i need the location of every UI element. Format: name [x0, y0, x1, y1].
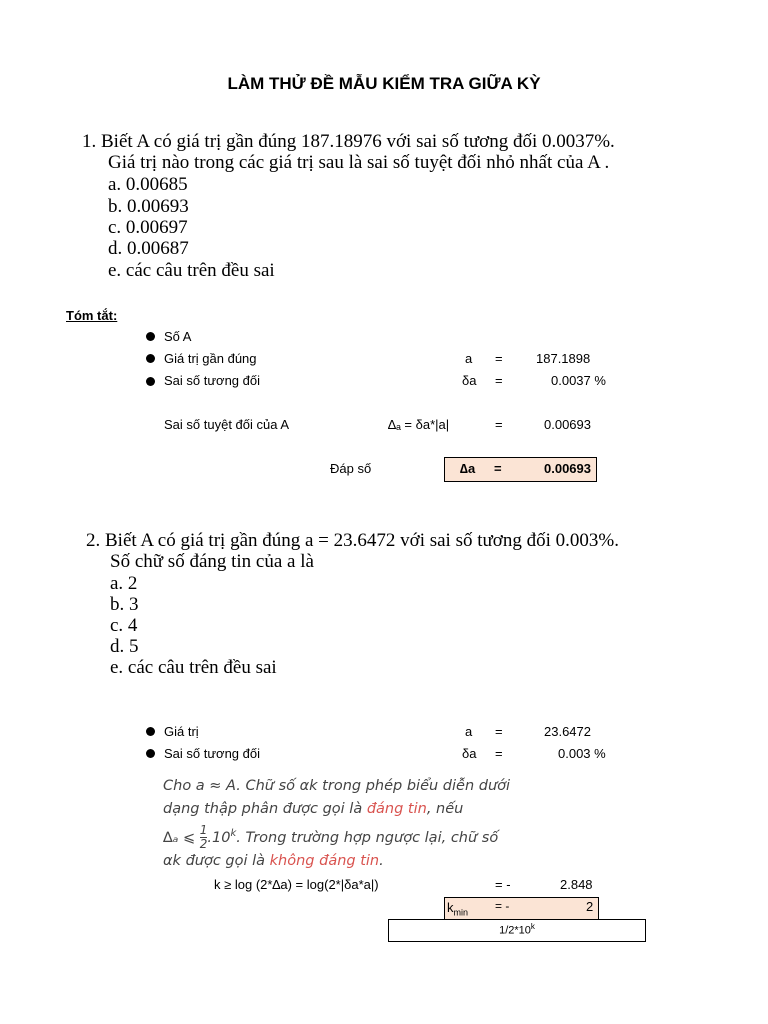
half-ten-k-label: 1/2*10$^k$	[499, 922, 535, 937]
s2-equals: =	[495, 724, 503, 739]
q2-option-a: a. 2	[110, 573, 138, 594]
q2-option-e: e. các câu trên đều sai	[110, 657, 277, 678]
kmin-equals: = -	[495, 899, 510, 913]
answer-value: 0.00693	[544, 461, 591, 476]
q1-line1: 1. Biết A có giá trị gần đúng 187.18976 với sai số tương đối 0.0037%.	[82, 131, 615, 152]
s2-equals: =	[495, 746, 503, 761]
s2-symbol-a: a	[465, 724, 473, 739]
summary-label: Tóm tắt:	[66, 308, 118, 323]
k-formula: k ≥ log (2*∆a) = log(2*|δa*a|)	[214, 877, 379, 892]
page-title: LÀM THỬ ĐỀ MẪU KIỂM TRA GIỮA KỲ	[227, 74, 541, 93]
q1-option-e: e. các câu trên đều sai	[108, 260, 275, 281]
k-value: 2.848	[560, 877, 593, 892]
kmin-label: $k_{min}$	[447, 900, 469, 918]
bullet-icon	[146, 332, 155, 341]
answer-label: Đáp số	[330, 461, 372, 476]
s1-equals: =	[495, 373, 503, 388]
q2-option-d: d. 5	[110, 636, 139, 657]
s1-equals: =	[495, 351, 503, 366]
s1-item-number-a: Số A	[164, 329, 192, 344]
bullet-icon	[146, 354, 155, 363]
s2-item-rel-error: Sai số tương đối	[164, 746, 261, 761]
s1-item-approx-value: Giá trị gần đúng	[164, 351, 257, 366]
definition-line-1: Cho a ≈ A. Chữ số αk trong phép biểu diễn dưới	[163, 778, 511, 794]
s1-symbol-a: a	[465, 351, 473, 366]
s1-symbol-delta-a: δa	[462, 373, 477, 388]
s1-abs-error-label: Sai số tuyệt đối của A	[164, 417, 290, 432]
s1-item-rel-error: Sai số tương đối	[164, 373, 261, 388]
s1-abs-error-formula: ∆ₐ = δa*|a|	[388, 417, 450, 432]
bullet-icon	[146, 749, 155, 758]
q1-option-c: c. 0.00697	[108, 217, 188, 238]
q1-line2: Giá trị nào trong các giá trị sau là sai số tuyệt đối nhỏ nhất của A .	[108, 152, 610, 173]
q1-option-d: d. 0.00687	[108, 238, 189, 259]
q2-line2: Số chữ số đáng tin của a là	[110, 551, 314, 572]
definition-line-2: dạng thập phân được gọi là đáng tin, nếu	[163, 801, 464, 817]
kmin-value: 2	[586, 899, 594, 914]
s2-item-value: Giá trị	[164, 724, 199, 739]
q2-line1: 2. Biết A có giá trị gần đúng a = 23.6472 với sai số tương đối 0.003%.	[86, 530, 619, 551]
q1-option-a: a. 0.00685	[108, 174, 188, 195]
s2-symbol-delta-a: δa	[462, 746, 477, 761]
s2-value-a: 23.6472	[544, 724, 591, 739]
q2-option-c: c. 4	[110, 615, 138, 636]
q2-option-b: b. 3	[110, 594, 139, 615]
k-equals: = -	[495, 877, 511, 892]
s1-abs-error-value: 0.00693	[544, 417, 591, 432]
answer-symbol: ∆a	[460, 461, 476, 476]
bullet-icon	[146, 727, 155, 736]
s1-equals: =	[495, 417, 503, 432]
s2-value-rel-error: 0.003 %	[558, 746, 606, 761]
bullet-icon	[146, 377, 155, 386]
definition-line-3: ∆ₐ ⩽ $\frac{1}{2}$ .10$^k$. Trong trường hợp ngược lại, chữ số	[163, 823, 499, 852]
answer-equals: =	[494, 461, 502, 476]
s1-value-a: 187.1898	[536, 351, 591, 366]
s1-value-rel-error: 0.0037 %	[551, 373, 606, 388]
q1-option-b: b. 0.00693	[108, 196, 189, 217]
definition-line-4: αk được gọi là không đáng tin.	[163, 853, 384, 869]
